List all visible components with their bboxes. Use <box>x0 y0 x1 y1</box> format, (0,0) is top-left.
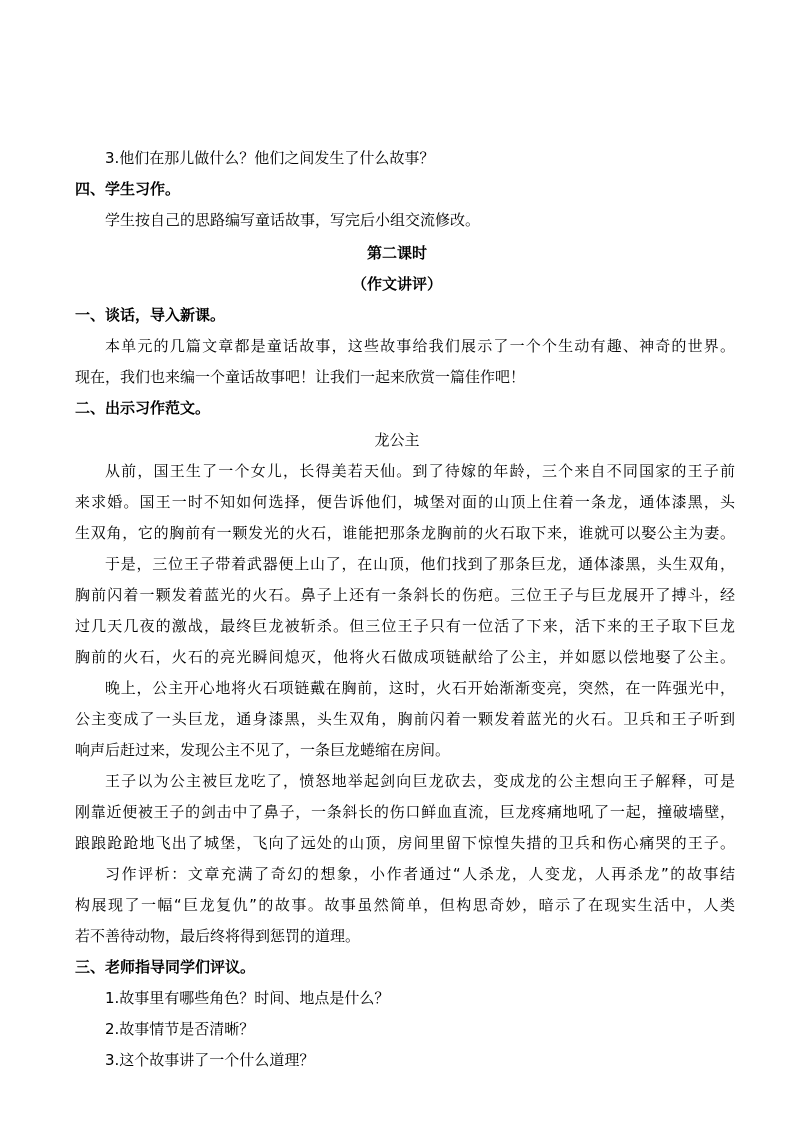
essay-line: 于是，三位王子带着武器便上山了，在山顶，他们找到了那条巨龙，通体漆黑，头生双角， <box>105 555 735 573</box>
paragraph-text: 学生按自己的思路编写童话故事，写完后小组交流修改。 <box>105 211 481 229</box>
essay-line: 从前，国王生了一个女儿，长得美若天仙。到了待嫁的年龄，三个来自不同国家的王子前 <box>105 462 735 480</box>
essay-line: 公主变成了一头巨龙，通身漆黑，头生双角，胸前闪着一颗发着蓝光的火石。卫兵和王子听到 <box>75 710 735 728</box>
lesson-title: 第二课时 <box>366 244 427 262</box>
question-1: 1.故事里有哪些角色？时间、地点是什么？ <box>105 989 390 1007</box>
essay-line: 踉踉跄跄地飞出了城堡，飞向了远处的山顶，房间里留下惊惶失措的卫兵和伤心痛哭的王子。 <box>75 834 735 852</box>
essay-line: 胸前闪着一颗发着蓝光的火石。鼻子上还有一条斜长的伤疤。三位王子与巨龙展开了搏斗，经 <box>75 586 735 604</box>
essay-line: 胸前的火石，火石的亮光瞬间熄灭，他将火石做成项链献给了公主，并如愿以偿地娶了公主。 <box>75 648 735 666</box>
essay-line: 响声后赶过来，发现公主不见了，一条巨龙蜷缩在房间。 <box>75 741 451 759</box>
comment-line: 构展现了一幅“巨龙复仇”的故事。故事虽然简单，但构思奇妙，暗示了在现实生活中，人类 <box>75 896 735 914</box>
section-heading-3: 三、老师指导同学们评议。 <box>75 958 256 976</box>
section-heading-1: 一、谈话，导入新课。 <box>75 306 226 324</box>
question-3: 3.他们在那儿做什么？他们之间发生了什么故事？ <box>105 149 435 167</box>
essay-line: 晚上，公主开心地将火石项链戴在胸前，这时，火石开始渐渐变亮，突然，在一阵强光中， <box>105 679 735 697</box>
essay-line: 刚靠近便被王子的剑击中了鼻子，一条斜长的伤口鲜血直流，巨龙疼痛地吼了一起，撞破墙壁， <box>75 803 735 821</box>
essay-line: 生双角，它的胸前有一颗发光的火石，谁能把那条龙胸前的火石取下来，谁就可以娶公主为妻。 <box>75 524 735 542</box>
section-heading-2: 二、出示习作范文。 <box>75 399 211 417</box>
question-3: 3.这个故事讲了一个什么道理？ <box>105 1051 315 1069</box>
essay-line: 来求婚。国王一时不知如何选择，便告诉他们，城堡对面的山顶上住着一条龙，通体漆黑，头 <box>75 493 735 511</box>
essay-title: 龙公主 <box>374 431 420 449</box>
lesson-subtitle: （作文讲评） <box>351 275 442 293</box>
paragraph-text: 现在，我们也来编一个童话故事吧！让我们一起来欣赏一篇佳作吧！ <box>75 368 526 386</box>
essay-line: 过几天几夜的激战，最终巨龙被斩杀。但三位王子只有一位活了下来，活下来的王子取下巨龙 <box>75 617 735 635</box>
question-2: 2.故事情节是否清晰？ <box>105 1020 255 1038</box>
section-heading-4: 四、学生习作。 <box>75 180 181 198</box>
comment-line: 习作评析：文章充满了奇幻的想象，小作者通过“人杀龙，人变龙，人再杀龙”的故事结 <box>105 865 735 883</box>
comment-line: 若不善待动物，最后终将得到惩罚的道理。 <box>75 927 361 945</box>
essay-line: 王子以为公主被巨龙吃了，愤怒地举起剑向巨龙砍去，变成龙的公主想向王子解释，可是 <box>105 772 735 790</box>
paragraph-text: 本单元的几篇文章都是童话故事，这些故事给我们展示了一个个生动有趣、神奇的世界。 <box>105 337 735 355</box>
